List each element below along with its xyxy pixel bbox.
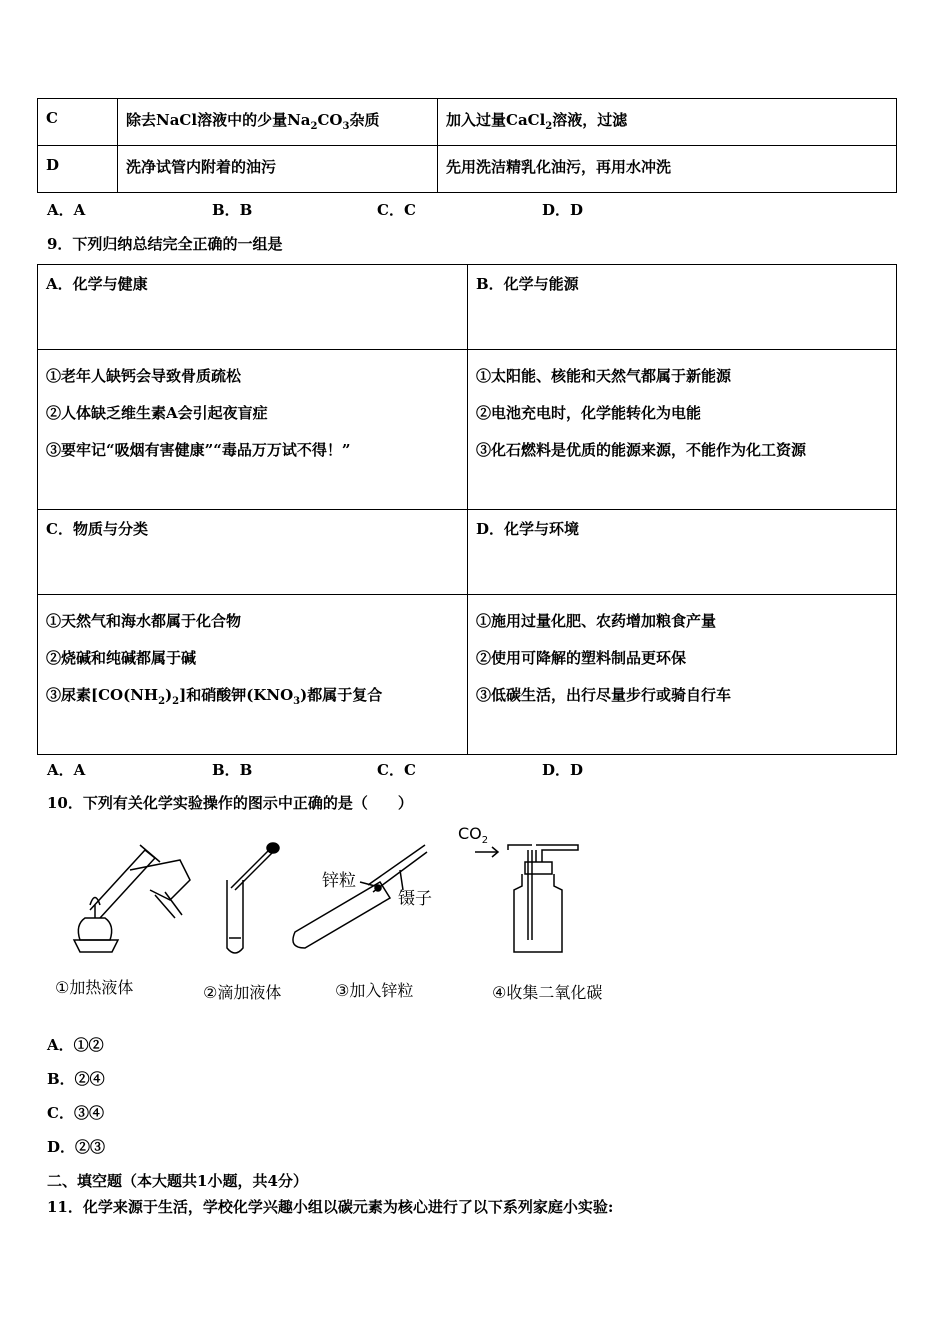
option-c[interactable]: C．C	[377, 201, 416, 219]
q9-a-title: A．化学与健康	[38, 265, 468, 350]
q9-b-items: ①太阳能、核能和天然气都属于新能源 ②电池充电时，化学能转化为电能 ③化石燃料是优质的能源来源，不能作为化工资源	[468, 350, 897, 510]
section-heading: 二、填空题（本大题共1小题，共4分）	[47, 1172, 308, 1190]
q9-question: 9．下列归纳总结完全正确的一组是	[47, 235, 283, 253]
q9-d-items: ①施用过量化肥、农药增加粮食产量 ②使用可降解的塑料制品更环保 ③低碳生活，出行尽量步行或骑自行车	[468, 595, 897, 755]
option-a[interactable]: A．A	[47, 201, 86, 219]
method-cell: 先用洗洁精乳化油污，再用水冲洗	[438, 146, 897, 193]
q9-d-title: D．化学与环境	[468, 510, 897, 595]
caption-heating: ①加热液体	[55, 978, 134, 997]
dropping-liquid-figure	[215, 840, 285, 965]
q9-c-title: C．物质与分类	[38, 510, 468, 595]
q10-option-d[interactable]: D．②③	[47, 1138, 106, 1156]
q9-table	[37, 264, 897, 755]
q10-option-b[interactable]: B．②④	[47, 1070, 105, 1088]
q9-b-title: B．化学与能源	[468, 265, 897, 350]
caption-zinc: ③加入锌粒	[335, 981, 414, 1000]
option-b[interactable]: B．B	[212, 201, 253, 219]
zinc-label: 锌粒	[322, 871, 356, 891]
table-row	[38, 99, 897, 146]
q10-option-a[interactable]: A．①②	[47, 1036, 104, 1054]
caption-co2: ④收集二氧化碳	[492, 983, 603, 1002]
option-c[interactable]: C．C	[377, 761, 416, 779]
row-label: C	[38, 99, 118, 146]
row-label: D	[38, 146, 118, 193]
tweezers-label: 镊子	[398, 889, 432, 909]
option-d[interactable]: D．D	[542, 761, 584, 779]
q10-option-c[interactable]: C．③④	[47, 1104, 104, 1122]
q11-question: 11．化学来源于生活，学校化学兴趣小组以碳元素为核心进行了以下系列家庭小实验:	[47, 1198, 614, 1216]
q8-table	[37, 98, 897, 193]
q9-c-items: ①天然气和海水都属于化合物 ②烧碱和纯碱都属于碱 ③尿素$[CO(NH_2)_2]$和硝酸钾$(KNO_3)$都属于复合	[38, 595, 468, 755]
option-d[interactable]: D．D	[542, 201, 584, 219]
option-b[interactable]: B．B	[212, 761, 253, 779]
caption-dropping: ②滴加液体	[203, 983, 282, 1002]
option-a[interactable]: A．A	[47, 761, 86, 779]
co2-label: $CO_2$	[458, 824, 489, 847]
table-row	[38, 146, 897, 193]
purpose-cell: 洗净试管内附着的油污	[118, 146, 438, 193]
q9-a-items: ①老年人缺钙会导致骨质疏松 ②人体缺乏维生素A会引起夜盲症 ③要牢记“吸烟有害健康”“毒品万万试不得！”	[38, 350, 468, 510]
q10-question: 10．下列有关化学实验操作的图示中正确的是（ ）	[47, 794, 413, 812]
purpose-cell: 除去NaCl溶液中的少量$Na_2CO_3$杂质	[118, 99, 438, 146]
co2-collection-figure	[470, 840, 590, 960]
method-cell: 加入过量CaCl$_2$溶液，过滤	[438, 99, 897, 146]
heating-liquid-figure	[60, 840, 200, 960]
